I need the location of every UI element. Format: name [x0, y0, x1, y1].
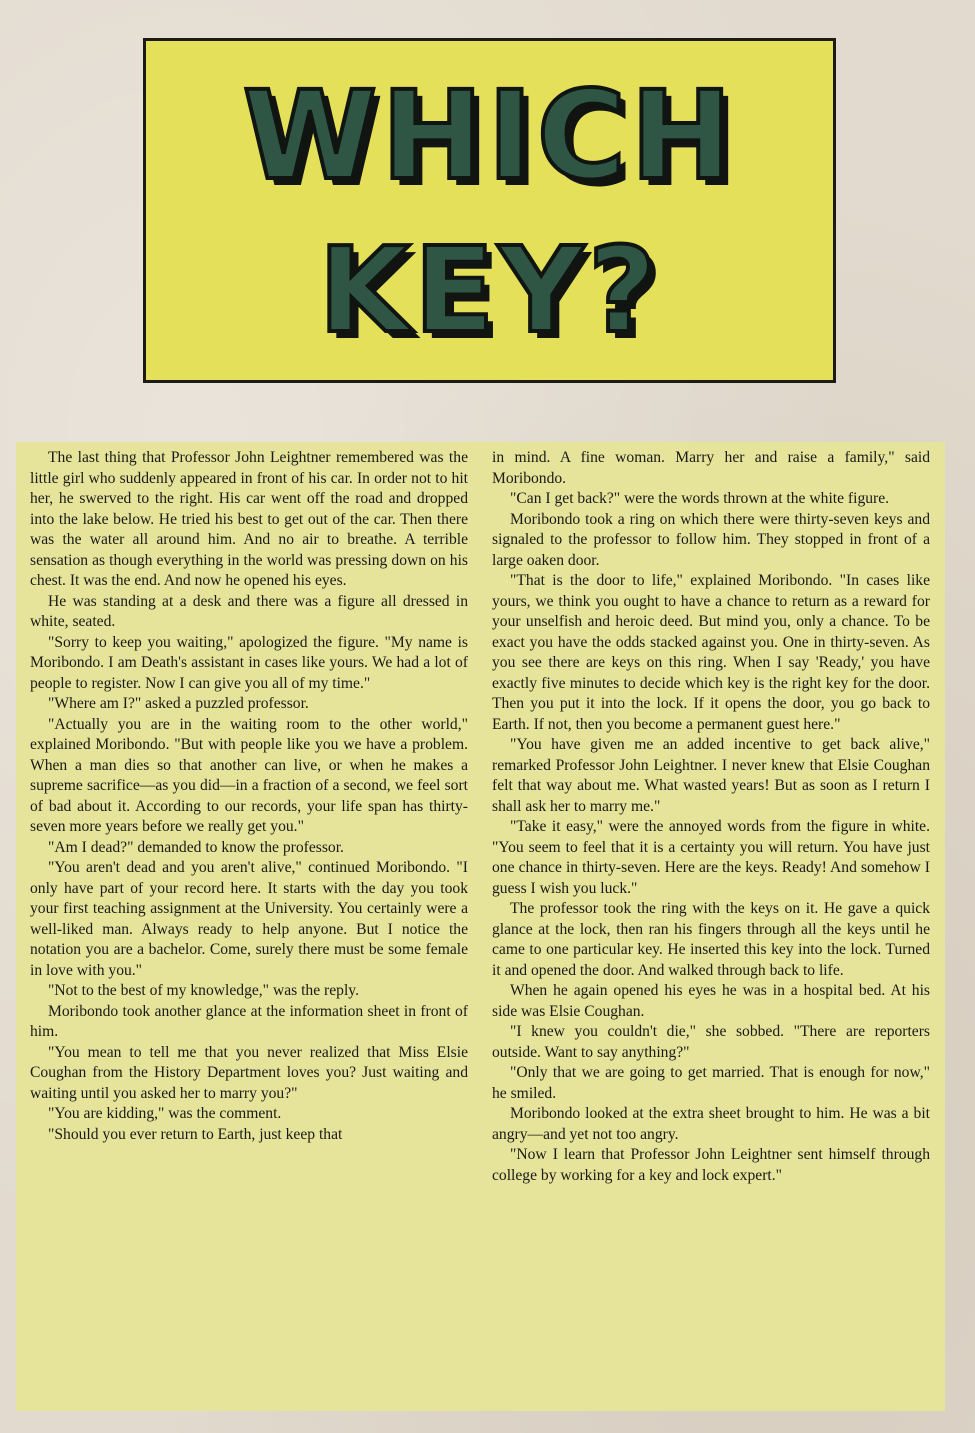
story-paragraph: He was standing at a desk and there was a figure all dressed in white, seated. [30, 592, 468, 630]
story-paragraph: "Where am I?" asked a puzzled professor. [48, 695, 309, 712]
story-text-panel [16, 442, 945, 1411]
title-line-1: WHICH [242, 65, 737, 207]
story-paragraph: "That is the door to life," explained Moribondo. "In cases like yours, we think you ought to have a chance to return as a reward for your unselfish and heroic deed. But mind you, only a chance. To be exact you have the odds stacked against you. One in thirty-seven. As you see there are keys on this ring. When I say 'Ready,' you have exactly five minutes to decide which key is the right key for the door. Then you put it into the lock. If it opens the door, you go back to Earth. If not, then you become a permanent guest here." [492, 572, 930, 733]
title-line-2: KEY? [318, 221, 661, 359]
story-paragraph: "You have given me an added incentive to get back alive," remarked Professor John Leightner. I never knew that Elsie Coughan felt that way about me. What wasted years! But as soon as I return I shall ask her to marry me." [492, 736, 930, 815]
story-paragraph: Moribondo took a ring on which there were thirty-seven keys and signaled to the professor to follow him. They stopped in front of a large oaken door. [492, 510, 930, 569]
story-column-left [30, 448, 468, 1145]
title-panel [143, 38, 836, 383]
story-paragraph: When he again opened his eyes he was in a hospital bed. At his side was Elsie Coughan. [492, 982, 930, 1020]
story-paragraph: "Sorry to keep you waiting," apologized the figure. "My name is Moribondo. I am Death's assistant in cases like yours. We had a lot of people to register. Now I can give you all of my time." [30, 633, 468, 692]
story-paragraph: "Actually you are in the waiting room to the other world," explained Moribondo. "But with people like you we have a problem. When a man dies so that another can live, or when he makes a supreme sacrifice—as you did—in a fraction of a second, we feel sort of bad about it. According to our records, your life span has thirty-seven more years before we really get you." [30, 715, 468, 835]
story-paragraph: "Should you ever return to Earth, just keep that [48, 1125, 343, 1143]
story-paragraph: "Now I learn that Professor John Leightner sent himself through college by working for a key and lock expert." [492, 1146, 930, 1184]
story-paragraph: Moribondo looked at the extra sheet brought to him. He was a bit angry—and yet not too angry. [492, 1105, 930, 1143]
story-paragraph: "I knew you couldn't die," she sobbed. "There are reporters outside. Want to say anything?" [492, 1023, 930, 1061]
story-paragraph: "You aren't dead and you aren't alive," continued Moribondo. "I only have part of your record here. It starts with the day you took your first teaching assignment at the University. You certainly were a well-liked man. Always ready to help anyone. But I notice the notation you are a bachelor. Come, surely there must be some female in love with you." [30, 859, 468, 979]
story-paragraph: The last thing that Professor John Leightner remembered was the little girl who suddenly appeared in front of his car. In order not to hit her, he swerved to the right. His car went off the road and dropped into the lake below. He tried his best to get out of the car. Then there was the water all around him. And no air to breathe. A terrible sensation as though everything in the world was pressing down on his chest. It was the end. And now he opened his eyes. [30, 449, 468, 589]
story-paragraph: "Am I dead?" demanded to know the professor. [48, 838, 344, 856]
story-paragraph: "You mean to tell me that you never realized that Miss Elsie Coughan from the History Department loves you? Just waiting and waiting until you asked her to marry you?" [30, 1043, 468, 1102]
story-paragraph-continuation: in mind. A fine woman. Marry her and raise a family," said Moribondo. [492, 449, 930, 487]
story-column-right [492, 448, 930, 1186]
story-paragraph: "Only that we are going to get married. That is enough for now," he smiled. [492, 1064, 930, 1102]
story-paragraph: "Can I get back?" were the words thrown at the white figure. [510, 490, 890, 507]
story-paragraph: "Not to the best of my knowledge," was the reply. [48, 982, 359, 999]
story-paragraph: "Take it easy," were the annoyed words from the figure in white. "You seem to feel that it is a certainty you will return. You have just one chance in thirty-seven. Here are the keys. Ready! And somehow I guess I wish you luck." [492, 818, 930, 897]
story-paragraph: "You are kidding," was the comment. [48, 1105, 282, 1122]
story-paragraph: The professor took the ring with the keys on it. He gave a quick glance at the lock, then ran his fingers through all the keys until he came to one particular key. He inserted this key into the lock. Turned it and opened the door. And walked through back to life. [492, 900, 930, 979]
story-paragraph: Moribondo took another glance at the information sheet in front of him. [30, 1002, 468, 1040]
